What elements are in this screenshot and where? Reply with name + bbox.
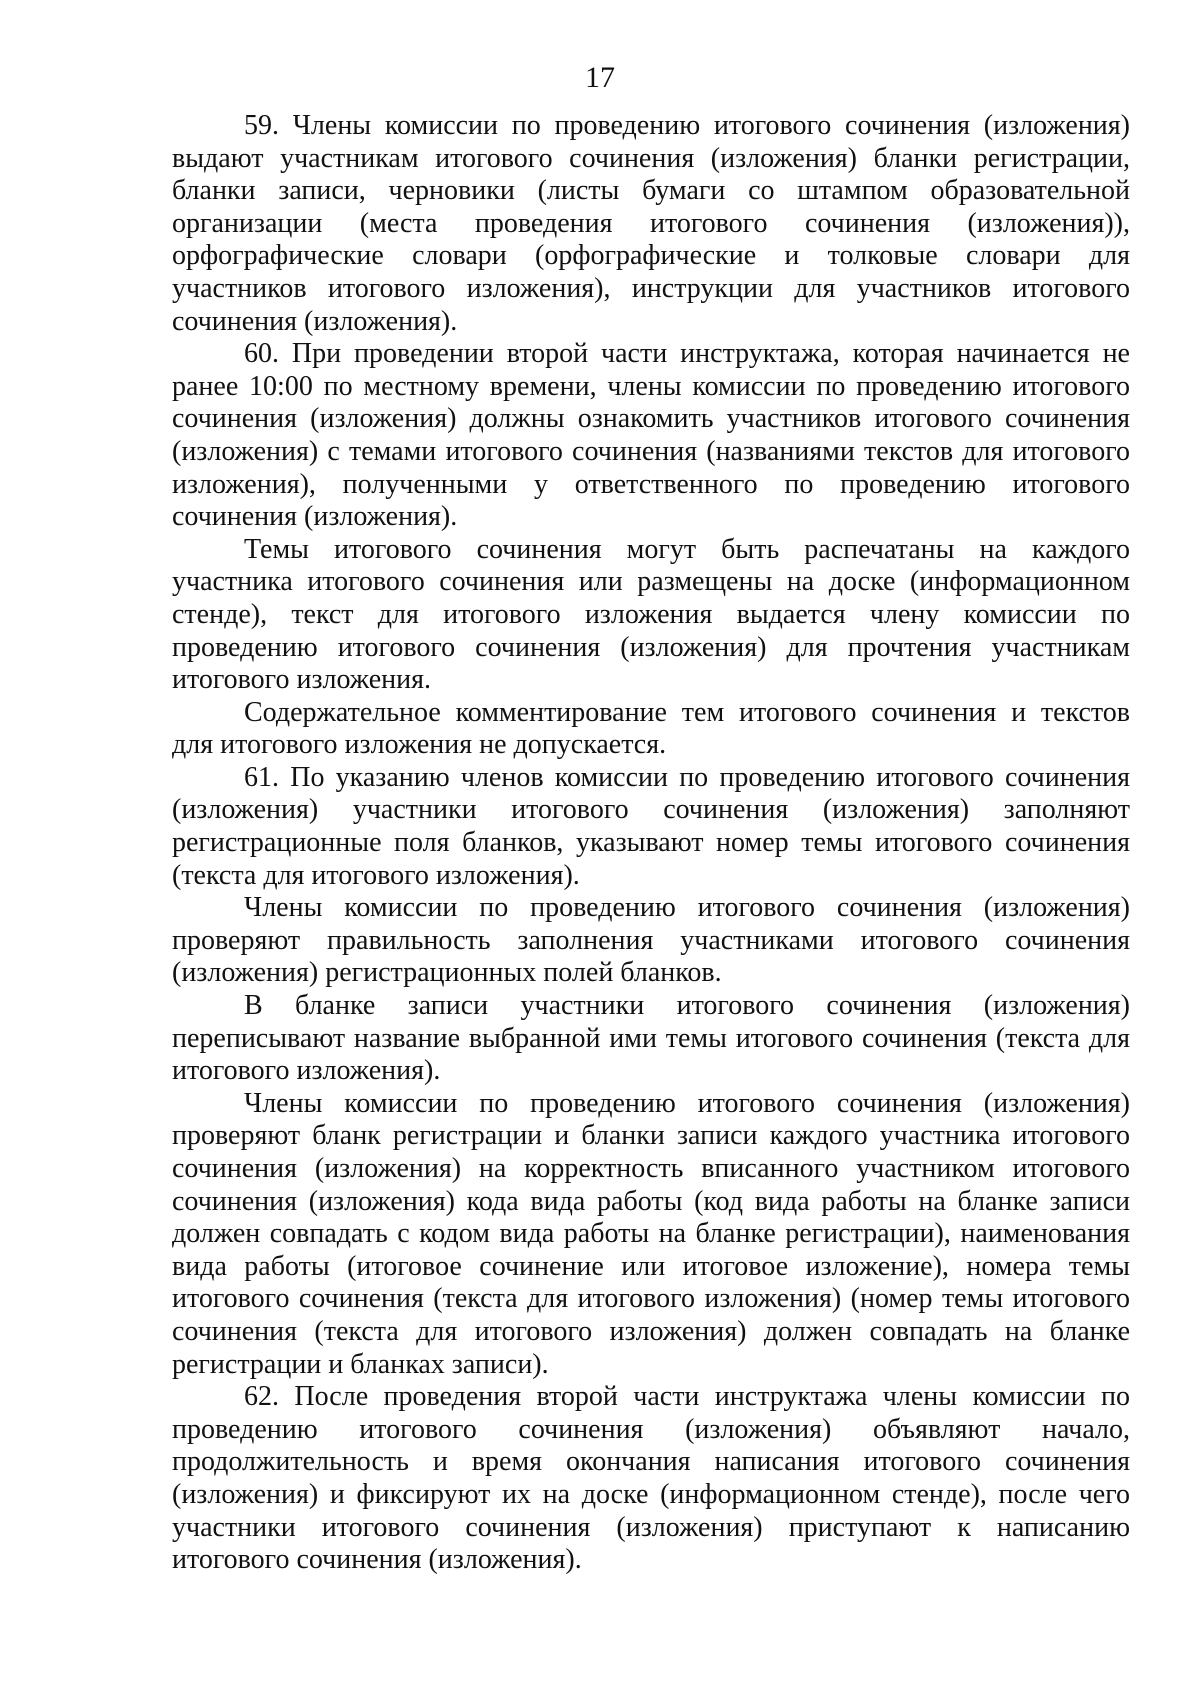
paragraph-rewrite-topic: В бланке записи участники итогового сочинения (изложения) переписывают название выбранной ими темы итогового сочинения (текста для итогового изложения). xyxy=(172,990,1130,1087)
paragraph-check-registration: Члены комиссии по проведению итогового сочинения (изложения) проверяют правильность заполнения участниками итогового сочинения (изложения) регистрационных полей бланков. xyxy=(172,892,1130,989)
paragraph-61: 61. По указанию членов комиссии по проведению итогового сочинения (изложения) участники итогового сочинения (изложения) заполняют регистрационные поля бланков, указывают номер темы итогового сочинения (текста для итогового изложения). xyxy=(172,761,1130,891)
paragraph-check-forms: Члены комиссии по проведению итогового сочинения (изложения) проверяют бланк регистрации и бланки записи каждого участника итогового сочинения (изложения) на корректность вписанного участником итогового сочинения (изложения) кода вида работы (код вида работы на бланке записи должен совпадать с кодом вида работы на бланке регистрации), наименования вида работы (итоговое сочинение или итоговое изложение), номера темы итогового сочинения (текста для итогового изложения) (номер темы итогового сочинения (текста для итогового изложения) должен совпадать на бланке регистрации и бланках записи). xyxy=(172,1087,1130,1380)
paragraph-62: 62. После проведения второй части инструктажа члены комиссии по проведению итогового сочинения (изложения) объявляют начало, продолжительность и время окончания написания итогового сочинения (изложения) и фиксируют их на доске (информационном стенде), после чего участники итогового сочинения (изложения) приступают к написанию итогового сочинения (изложения). xyxy=(172,1381,1130,1576)
paragraph-59: 59. Члены комиссии по проведению итогового сочинения (изложения) выдают участникам итогового сочинения (изложения) бланки регистрации, бланки записи, черновики (листы бумаги со штампом образовательной организации (места проведения итогового сочинения (изложения)), орфографические словари (орфографические и толковые словари для участников итогового изложения), инструкции для участников итогового сочинения (изложения). xyxy=(172,110,1130,337)
paragraph-60: 60. При проведении второй части инструктажа, которая начинается не ранее 10:00 по местному времени, члены комиссии по проведению итогового сочинения (изложения) должны ознакомить участников итогового сочинения (изложения) с темами итогового сочинения (названиями текстов для итогового изложения), полученными у ответственного по проведению итогового сочинения (изложения). xyxy=(172,338,1130,533)
page-number: 17 xyxy=(585,61,615,94)
paragraph-topics-distribution: Темы итогового сочинения могут быть распечатаны на каждого участника итогового сочинения или размещены на доске (информационном стенде), текст для итогового изложения выдается члену комиссии по проведению итогового сочинения (изложения) для прочтения участникам итогового изложения. xyxy=(172,533,1130,696)
document-body xyxy=(172,110,1130,1577)
paragraph-no-commenting: Содержательное комментирование тем итогового сочинения и текстов для итогового изложения не допускается. xyxy=(172,696,1130,761)
